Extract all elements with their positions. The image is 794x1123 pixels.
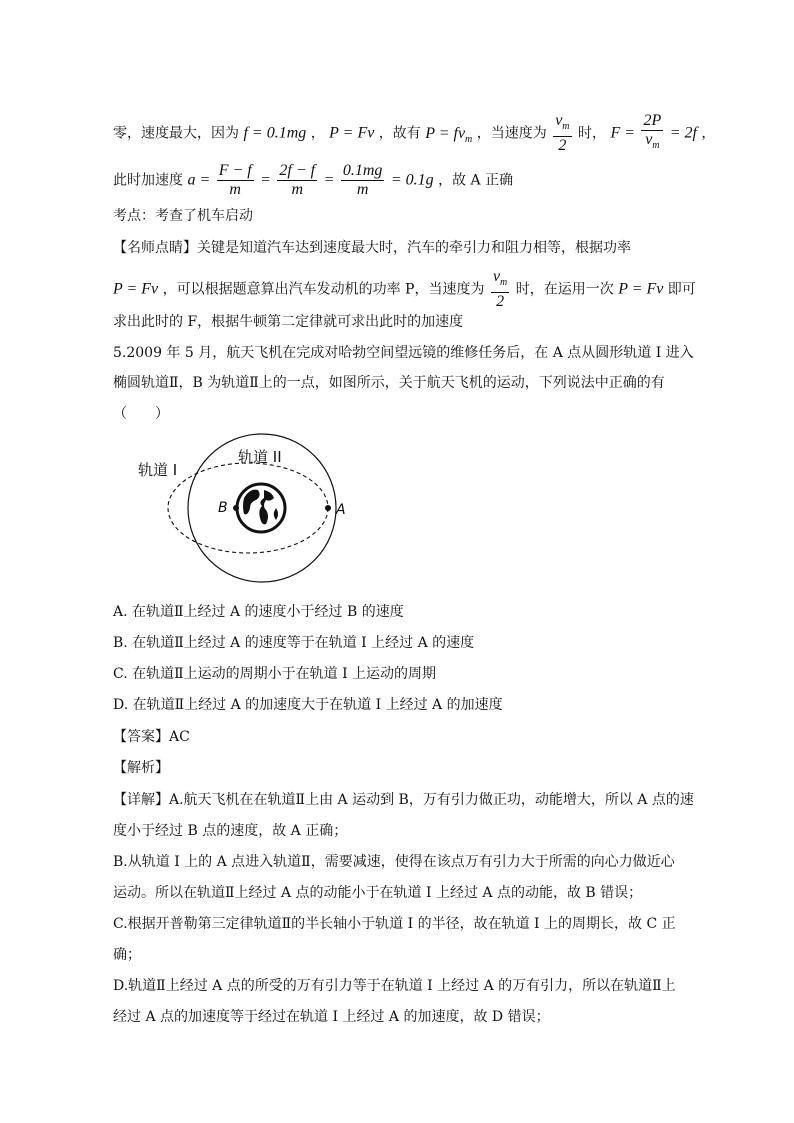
analysis-title: 【解析】 <box>113 760 169 776</box>
mingshi-line-3: 求出此时的 F，根据牛顿第二定律就可求出此时的加速度 <box>113 314 464 330</box>
mingshi-line-1: 【名师点睛】关键是知道汽车达到速度最大时，汽车的牵引力和阻力相等，根据功率 <box>113 240 631 256</box>
text-segment: 即可 <box>667 281 696 298</box>
text-segment: 零，速度最大，因为 <box>113 125 239 142</box>
point-b-label: B <box>218 500 228 516</box>
orbit-figure <box>130 430 390 590</box>
fraction-01mg: $\frac{0.1mg}{m}$ <box>342 162 383 198</box>
text-segment: 时，在运用一次 <box>515 281 614 298</box>
question-stem-1: 5.2009 年 5 月，航天飞机在完成对哈勃空间望远镜的维修任务后，在 A 点从圆形轨道 Ⅰ 进入 <box>113 345 694 361</box>
formula-line-1: 零，速度最大，因为 f = 0.1mg ， P = Fv ，故有 $P = fv_m$ ，当速度为 $\frac{v_m}{2}$ 时， F = $\frac{2P}{v_m}$ = 2f ， <box>113 112 716 155</box>
formula-power: P = Fv <box>113 280 159 298</box>
option-d: D. 在轨道Ⅱ上经过 A 的加速度大于在轨道 Ⅰ 上经过 A 的加速度 <box>113 697 503 713</box>
text-segment: 此时加速度 <box>113 172 183 189</box>
analysis-line: B.从轨道 I 上的 A 点进入轨道Ⅱ，需要减速，使得在该点万有引力大于所需的向心力做近心 <box>113 854 675 870</box>
fraction-vm-half: $\frac{v_m}{2}$ <box>492 268 508 311</box>
formula-power: P = Fv <box>618 280 664 298</box>
analysis-line: 度小于经过 B 点的速度，故 A 正确； <box>113 823 348 839</box>
formula-friction: f = 0.1mg <box>243 124 307 142</box>
fraction-f-minus-f: $\frac{F - f}{m}$ <box>218 162 252 198</box>
analysis-line: 【详解】A.航天飞机在在轨道Ⅱ上由 A 运动到 B，万有引力做正功，动能增大，所以 A 点的速 <box>113 792 694 808</box>
kaodian-line: 考点：考查了机车启动 <box>113 208 253 224</box>
formula-line-2: 此时加速度 a = $\frac{F - f}{m}$ = $\frac{2f - f}{m}$ = $\frac{0.1mg}{m}$ = 0.1g ，故 A 正确 <box>113 162 514 198</box>
orbit-1-label: 轨道 I <box>138 461 178 479</box>
orbit-2-label: 轨道 II <box>238 448 282 466</box>
analysis-line: 经过 A 点的加速度等于经过在轨道 I 上经过 A 的加速度，故 D 错误； <box>113 1009 550 1025</box>
text-segment: 时， <box>577 125 606 142</box>
formula-power-max: $P = fv_m$ <box>425 124 473 145</box>
point-b-dot <box>233 505 239 511</box>
formula-power: P = Fv <box>329 124 375 142</box>
text-segment: ，当速度为 <box>476 125 547 142</box>
option-b: B. 在轨道Ⅱ上经过 A 的速度等于在轨道 Ⅰ 上经过 A 的速度 <box>113 635 475 651</box>
mingshi-line-2 <box>113 268 696 311</box>
option-a: A. 在轨道Ⅱ上经过 A 的速度小于经过 B 的速度 <box>113 604 404 620</box>
answer-line: 【答案】AC <box>113 729 190 745</box>
option-c: C. 在轨道Ⅱ上运动的周期小于在轨道 Ⅰ 上运动的周期 <box>113 666 437 682</box>
text-segment: ，故有 <box>378 125 421 142</box>
earth-icon <box>237 484 285 532</box>
point-a-dot <box>325 505 331 511</box>
question-stem-3: （ ） <box>113 406 169 422</box>
fraction-vm-half: $\frac{v_m}{2}$ <box>555 112 570 155</box>
analysis-line: 运动。所以在轨道Ⅱ上经过 A 点的动能小于在轨道 I 上经过 A 点的动能，故 B 错误； <box>113 885 643 901</box>
text-segment: ，可以根据题意算出汽车发动机的功率 P，当速度为 <box>162 281 485 298</box>
analysis-line: D.轨道Ⅱ上经过 A 点的所受的万有引力等于在轨道 I 上经过 A 的万有引力，所以在轨道Ⅱ上 <box>113 978 676 994</box>
analysis-line: 确； <box>113 947 141 963</box>
text-segment: ，故 A 正确 <box>438 172 514 189</box>
fraction-2p-vm: $\frac{2P}{v_m}$ <box>643 112 662 152</box>
formula-force: F = <box>610 124 636 142</box>
analysis-line: C.根据开普勒第三定律轨道Ⅱ的半长轴小于轨道 I 的半径，故在轨道 I 上的周期长，故 C 正 <box>113 916 676 932</box>
point-a-label: A <box>336 502 346 518</box>
question-stem-2: 椭圆轨道Ⅱ，B 为轨道Ⅱ上的一点，如图所示，关于航天飞机的运动，下列说法中正确的有 <box>113 375 665 391</box>
fraction-2f-minus-f: $\frac{2f - f}{m}$ <box>279 162 316 198</box>
